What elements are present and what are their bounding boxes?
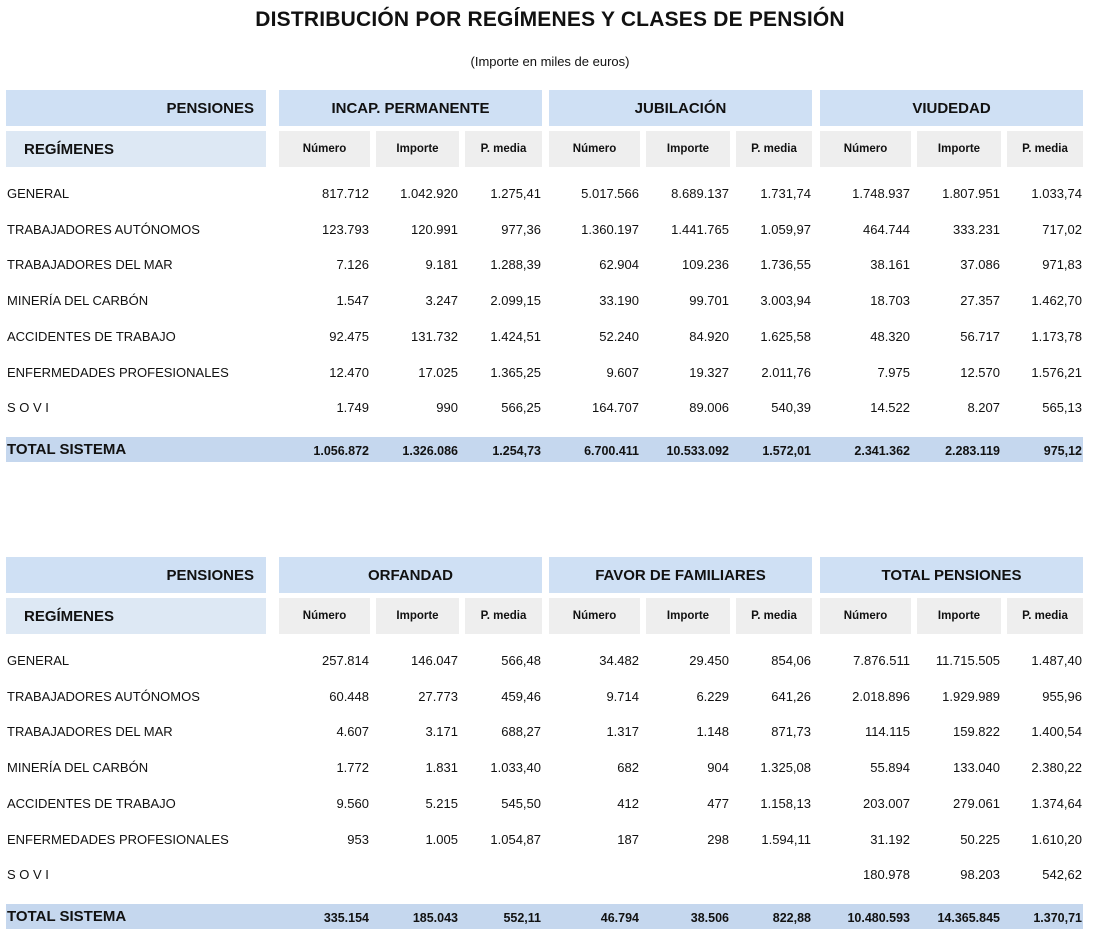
row-label: TRABAJADORES DEL MAR	[7, 724, 173, 739]
column-subheader: Importe	[376, 131, 459, 167]
table-cell	[279, 866, 369, 884]
table-cell: 1.317	[606, 724, 639, 739]
table-cell: 1.325,08	[760, 760, 811, 775]
table-cell: 904	[707, 760, 729, 775]
row-label: ACCIDENTES DE TRABAJO	[7, 329, 176, 344]
table-cell: 1.625,58	[760, 329, 811, 344]
total-cell: 975,12	[1043, 444, 1082, 458]
table-cell: 5.215	[425, 796, 458, 811]
table-cell: 566,48	[501, 653, 541, 668]
table-cell	[376, 866, 458, 884]
table-cell: 2.011,76	[761, 365, 811, 380]
table-cell: 37.086	[960, 257, 1000, 272]
column-subheader: P. media	[465, 598, 542, 634]
regimenes-header: REGÍMENES	[6, 598, 266, 634]
pensiones-header: PENSIONES	[6, 90, 266, 126]
table-cell: 1.441.765	[671, 222, 729, 237]
table-cell: 1.772	[336, 760, 369, 775]
table-cell: 33.190	[599, 293, 639, 308]
table-cell: 50.225	[960, 832, 1000, 847]
row-label: GENERAL	[7, 186, 70, 201]
table-cell: 1.487,40	[1031, 653, 1082, 668]
group-header: ORFANDAD	[279, 557, 542, 593]
column-subheader: P. media	[1007, 598, 1083, 634]
table-cell: 1.749	[336, 400, 369, 415]
table-cell: 9.714	[606, 689, 639, 704]
group-header: VIUDEDAD	[820, 90, 1083, 126]
column-subheader: Número	[820, 131, 911, 167]
table-cell: 682	[617, 760, 639, 775]
table-cell: 1.424,51	[490, 329, 541, 344]
total-cell: 10.533.092	[666, 444, 729, 458]
total-cell: 185.043	[412, 911, 458, 925]
table-cell: 990	[436, 400, 458, 415]
regimenes-header: REGÍMENES	[6, 131, 266, 167]
row-label: MINERÍA DEL CARBÓN	[7, 760, 149, 775]
table-cell: 19.327	[689, 365, 729, 380]
total-cell: 38.506	[690, 911, 729, 925]
total-cell: 1.572,01	[762, 444, 811, 458]
table-cell: 29.450	[689, 653, 729, 668]
table-cell: 953	[347, 832, 369, 847]
column-subheader: Número	[549, 598, 640, 634]
total-cell: 1.326.086	[402, 444, 458, 458]
table-cell: 99.701	[689, 293, 729, 308]
table-cell: 12.470	[329, 365, 369, 380]
row-label: MINERÍA DEL CARBÓN	[7, 293, 149, 308]
table-cell: 257.814	[322, 653, 369, 668]
table-cell: 1.929.989	[942, 689, 1000, 704]
table-cell: 412	[617, 796, 639, 811]
table-cell: 84.920	[689, 329, 729, 344]
table-cell: 187	[617, 832, 639, 847]
column-subheader: Importe	[646, 131, 730, 167]
row-label: S O V I	[7, 867, 49, 882]
row-label: ENFERMEDADES PROFESIONALES	[7, 832, 229, 847]
table-cell: 14.522	[870, 400, 910, 415]
table-cell: 1.042.920	[400, 186, 458, 201]
table-cell: 1.005	[425, 832, 458, 847]
table-cell: 12.570	[960, 365, 1000, 380]
row-label: TRABAJADORES DEL MAR	[7, 257, 173, 272]
table-cell: 55.894	[870, 760, 910, 775]
table-cell: 1.731,74	[760, 186, 811, 201]
table-cell	[736, 866, 811, 884]
page-title: DISTRIBUCIÓN POR REGÍMENES Y CLASES DE PENSIÓN	[255, 8, 845, 31]
column-subheader: Importe	[646, 598, 730, 634]
table-cell: 540,39	[771, 400, 811, 415]
table-cell: 717,02	[1042, 222, 1082, 237]
table-cell: 8.207	[967, 400, 1000, 415]
table-cell: 11.715.505	[935, 653, 1000, 668]
table-cell: 688,27	[501, 724, 541, 739]
table-cell: 1.831	[425, 760, 458, 775]
table-cell: 123.793	[322, 222, 369, 237]
total-cell: 46.794	[600, 911, 639, 925]
table-cell: 17.025	[418, 365, 458, 380]
row-label: ACCIDENTES DE TRABAJO	[7, 796, 176, 811]
column-subheader: P. media	[736, 598, 812, 634]
table-cell: 120.991	[411, 222, 458, 237]
table-cell: 203.007	[863, 796, 910, 811]
row-label: ENFERMEDADES PROFESIONALES	[7, 365, 229, 380]
table-cell: 133.040	[953, 760, 1000, 775]
table-cell: 971,83	[1042, 257, 1082, 272]
table-cell: 159.822	[953, 724, 1000, 739]
total-label: TOTAL SISTEMA	[7, 908, 127, 925]
table-cell: 1.400,54	[1031, 724, 1082, 739]
column-subheader: Importe	[917, 598, 1001, 634]
table-cell: 6.229	[696, 689, 729, 704]
group-header: TOTAL PENSIONES	[820, 557, 1083, 593]
column-subheader: Número	[549, 131, 640, 167]
table-cell: 9.560	[336, 796, 369, 811]
table-cell: 1.275,41	[490, 186, 541, 201]
table-cell: 1.173,78	[1031, 329, 1082, 344]
table-cell: 27.357	[960, 293, 1000, 308]
table-cell: 1.374,64	[1031, 796, 1082, 811]
total-cell: 2.341.362	[854, 444, 910, 458]
table-cell: 1.360.197	[581, 222, 639, 237]
table-cell: 1.148	[696, 724, 729, 739]
table-cell: 180.978	[863, 867, 910, 882]
table-cell: 7.876.511	[853, 653, 910, 668]
table-cell: 871,73	[771, 724, 811, 739]
table-cell: 27.773	[418, 689, 458, 704]
table-cell: 114.115	[864, 724, 910, 739]
table-cell: 89.006	[689, 400, 729, 415]
total-cell: 10.480.593	[847, 911, 910, 925]
table-cell: 1.033,40	[490, 760, 541, 775]
table-cell: 955,96	[1042, 689, 1082, 704]
table-cell: 1.807.951	[942, 186, 1000, 201]
table-cell: 60.448	[329, 689, 369, 704]
total-cell: 2.283.119	[945, 444, 1000, 458]
table-cell: 977,36	[501, 222, 541, 237]
table-cell: 7.975	[877, 365, 910, 380]
table-cell: 2.380,22	[1031, 760, 1082, 775]
table-cell: 1.462,70	[1031, 293, 1082, 308]
table-cell: 9.607	[606, 365, 639, 380]
table-cell: 459,46	[501, 689, 541, 704]
column-subheader: Número	[279, 131, 370, 167]
table-cell: 1.288,39	[490, 257, 541, 272]
column-subheader: P. media	[1007, 131, 1083, 167]
table-cell: 1.033,74	[1031, 186, 1082, 201]
table-cell: 164.707	[592, 400, 639, 415]
table-cell: 1.576,21	[1031, 365, 1082, 380]
table-cell: 3.247	[425, 293, 458, 308]
table-cell: 854,06	[771, 653, 811, 668]
table-cell: 817.712	[322, 186, 369, 201]
table-cell: 298	[707, 832, 729, 847]
row-label: S O V I	[7, 400, 49, 415]
column-subheader: Importe	[917, 131, 1001, 167]
table-cell: 565,13	[1042, 400, 1082, 415]
group-header: INCAP. PERMANENTE	[279, 90, 542, 126]
table-cell: 98.203	[960, 867, 1000, 882]
table-cell: 2.099,15	[490, 293, 541, 308]
total-label: TOTAL SISTEMA	[7, 441, 127, 458]
total-cell: 1.370,71	[1033, 911, 1082, 925]
table-cell: 1.547	[336, 293, 369, 308]
total-cell: 822,88	[772, 911, 811, 925]
column-subheader: Importe	[376, 598, 459, 634]
table-cell: 31.192	[870, 832, 910, 847]
table-cell: 1.610,20	[1031, 832, 1082, 847]
table-cell: 1.158,13	[760, 796, 811, 811]
table-cell: 48.320	[870, 329, 910, 344]
group-header: JUBILACIÓN	[549, 90, 812, 126]
table-cell: 477	[707, 796, 729, 811]
page-subtitle: (Importe en miles de euros)	[470, 54, 630, 69]
table-cell: 34.482	[599, 653, 639, 668]
table-cell: 279.061	[953, 796, 1000, 811]
table-cell: 4.607	[336, 724, 369, 739]
row-label: TRABAJADORES AUTÓNOMOS	[7, 222, 200, 237]
table-cell: 38.161	[870, 257, 910, 272]
table-cell: 7.126	[336, 257, 369, 272]
table-cell: 5.017.566	[581, 186, 639, 201]
table-cell: 56.717	[960, 329, 1000, 344]
table-cell: 146.047	[411, 653, 458, 668]
column-subheader: Número	[279, 598, 370, 634]
table-cell: 545,50	[501, 796, 541, 811]
table-cell: 131.732	[411, 329, 458, 344]
table-cell: 542,62	[1042, 867, 1082, 882]
table-cell	[646, 866, 729, 884]
pensiones-header: PENSIONES	[6, 557, 266, 593]
total-cell: 552,11	[503, 911, 541, 925]
table-cell: 18.703	[870, 293, 910, 308]
table-cell: 1.748.937	[852, 186, 910, 201]
total-cell: 1.254,73	[492, 444, 541, 458]
total-cell: 6.700.411	[584, 444, 639, 458]
table-cell: 3.171	[425, 724, 458, 739]
total-cell: 1.056.872	[313, 444, 369, 458]
table-cell: 1.365,25	[490, 365, 541, 380]
table-cell: 333.231	[953, 222, 1000, 237]
total-cell: 335.154	[323, 911, 369, 925]
column-subheader: P. media	[465, 131, 542, 167]
table-cell: 109.236	[682, 257, 729, 272]
table-cell: 92.475	[329, 329, 369, 344]
table-cell: 62.904	[599, 257, 639, 272]
table-cell	[549, 866, 639, 884]
table-cell: 2.018.896	[852, 689, 910, 704]
column-subheader: Número	[820, 598, 911, 634]
table-cell: 3.003,94	[760, 293, 811, 308]
column-subheader: P. media	[736, 131, 812, 167]
table-cell: 566,25	[501, 400, 541, 415]
table-cell: 9.181	[425, 257, 458, 272]
table-cell: 1.054,87	[490, 832, 541, 847]
table-cell: 1.736,55	[760, 257, 811, 272]
table-cell: 1.059,97	[760, 222, 811, 237]
total-cell: 14.365.845	[937, 911, 1000, 925]
table-cell: 641,26	[771, 689, 811, 704]
table-cell: 8.689.137	[671, 186, 729, 201]
table-cell: 52.240	[599, 329, 639, 344]
table-cell: 464.744	[863, 222, 910, 237]
table-cell	[465, 866, 541, 884]
row-label: TRABAJADORES AUTÓNOMOS	[7, 689, 200, 704]
group-header: FAVOR DE FAMILIARES	[549, 557, 812, 593]
table-cell: 1.594,11	[761, 832, 811, 847]
row-label: GENERAL	[7, 653, 70, 668]
